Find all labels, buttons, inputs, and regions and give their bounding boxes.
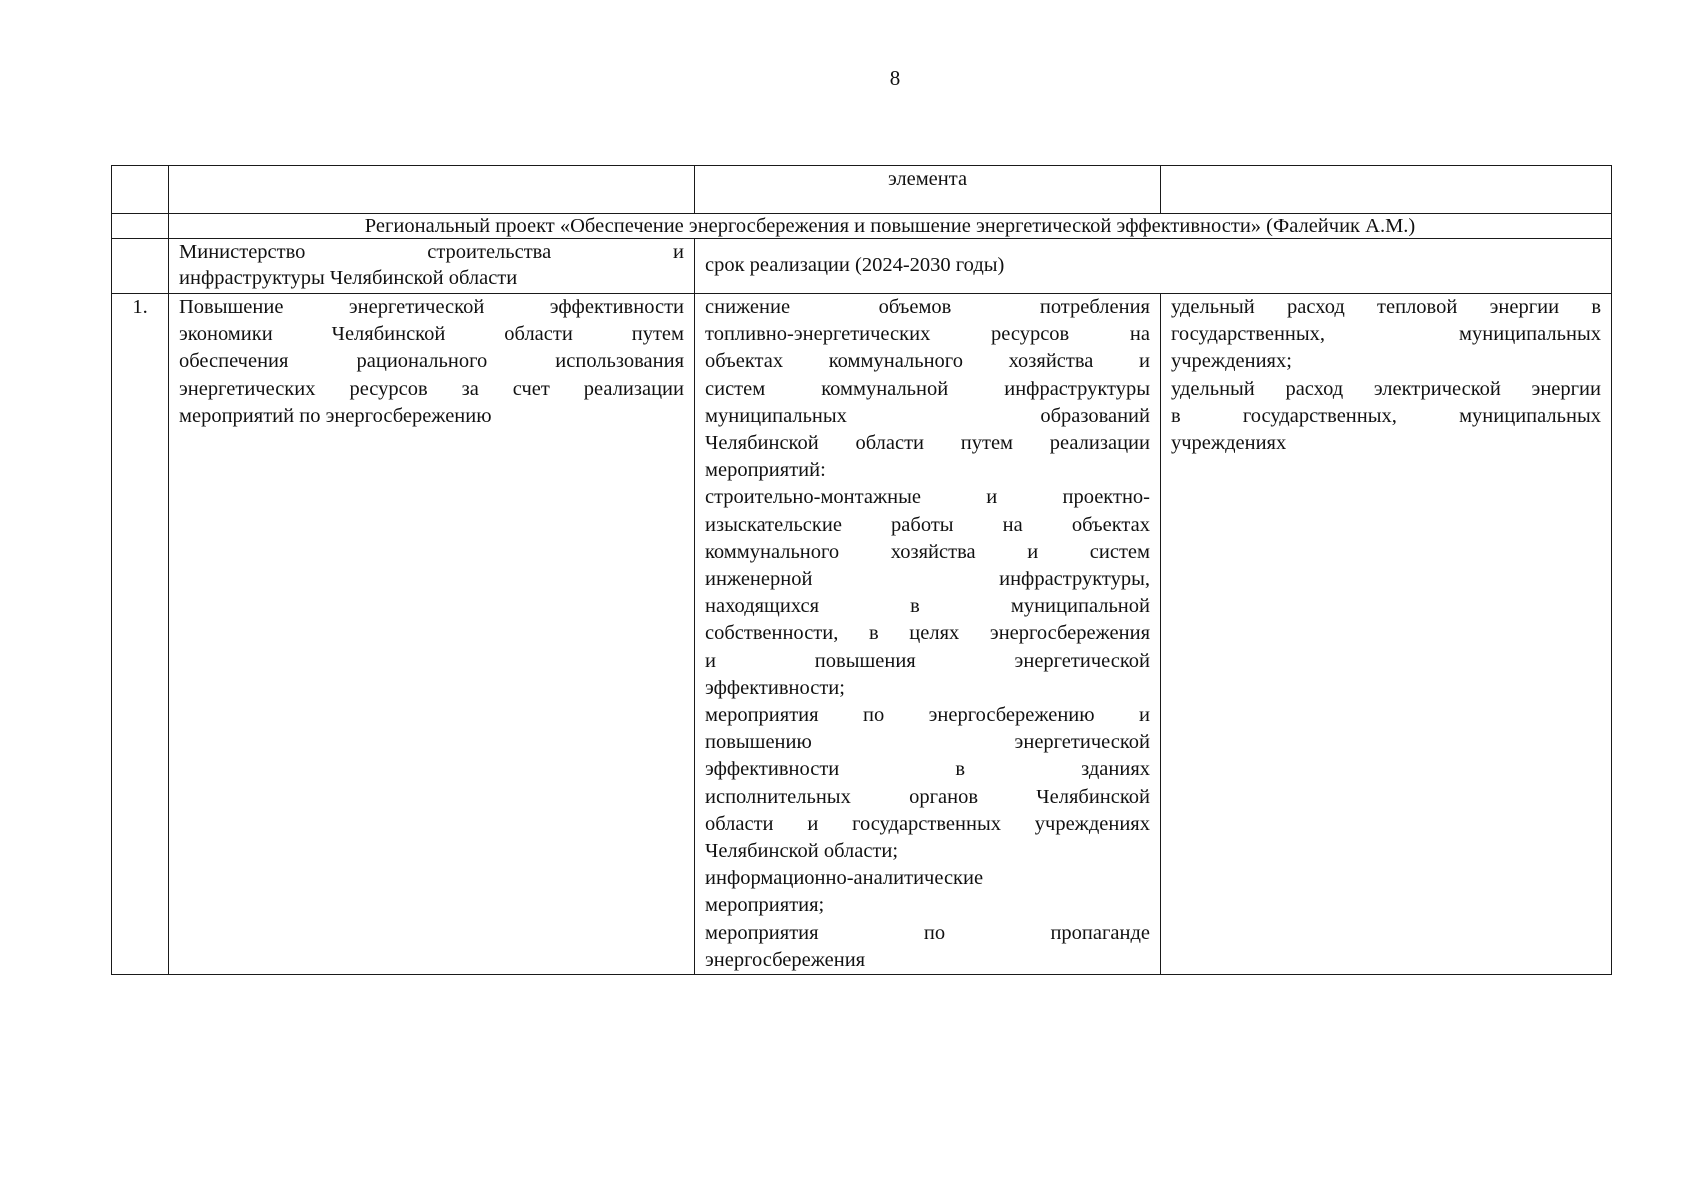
task-line: экономики Челябинской области путем (179, 323, 684, 346)
effects-line: собственности, в целях энергосбережения (705, 622, 1150, 645)
indicator-line: удельный расход электрической энергии (1171, 377, 1601, 400)
indicator-line: в государственных, муниципальных (1171, 404, 1601, 427)
table-row (112, 294, 1612, 975)
indicator-line: государственных, муниципальных (1171, 323, 1601, 346)
effects-line: повышению энергетической (705, 731, 1150, 754)
task-line: обеспечения рационального использования (179, 350, 684, 373)
cell-empty-num (112, 239, 169, 294)
effects-line: эффективности; (705, 676, 845, 699)
effects-line: муниципальных образований (705, 404, 1150, 427)
effects-line: исполнительных органов Челябинской (705, 785, 1150, 808)
cell-empty-indicator (1161, 166, 1612, 214)
task-line: энергетических ресурсов за счет реализации (179, 377, 684, 400)
effects-line: эффективности в зданиях (705, 758, 1150, 781)
effects-line: энергосбережения (705, 948, 866, 971)
item-number: 1. (112, 294, 169, 975)
effects-line: мероприятия по энергосбережению и (705, 704, 1150, 727)
effects-line: коммунального хозяйства и систем (705, 540, 1150, 563)
indicator-line: учреждениях; (1171, 350, 1292, 373)
cell-empty-task (169, 166, 695, 214)
effects-line: Челябинской области; (705, 840, 899, 863)
indicator-cell (1161, 294, 1612, 975)
effects-line: находящихся в муниципальной (705, 595, 1150, 618)
responsible-row (112, 239, 1612, 294)
effects-line: объектах коммунального хозяйства и (705, 350, 1150, 373)
table-header-continuation-row (112, 166, 1612, 214)
effects-line: снижение объемов потребления (705, 296, 1150, 318)
effects-line: мероприятия; (705, 894, 825, 917)
page-number: 8 (889, 66, 901, 90)
responsible-line: Министерство строительства и (179, 241, 684, 263)
task-cell (169, 294, 695, 975)
indicator-line: учреждениях (1171, 432, 1287, 455)
effects-line: топливно-энергетических ресурсов на (705, 323, 1150, 346)
cell-empty-num (112, 214, 169, 239)
effects-line: мероприятий: (705, 459, 826, 482)
effects-line: области и государственных учреждениях (705, 812, 1150, 835)
effects-line: и повышения энергетической (705, 649, 1150, 672)
effects-line: систем коммунальной инфраструктуры (705, 377, 1150, 400)
cell-empty-num (112, 166, 169, 214)
responsible-organization (169, 239, 695, 294)
effects-line: Челябинской области путем реализации (705, 432, 1150, 455)
document-table (111, 165, 1612, 975)
effects-line: инженерной инфраструктуры, (705, 568, 1150, 591)
effects-line: мероприятия по пропаганде (705, 921, 1150, 944)
indicator-line: удельный расход тепловой энергии в (1171, 296, 1601, 318)
cell-element-label: элемента (695, 166, 1161, 214)
effects-line: изыскательские работы на объектах (705, 513, 1150, 536)
project-row (112, 214, 1612, 239)
effects-cell (695, 294, 1161, 975)
task-line: Повышение энергетической эффективности (179, 296, 684, 318)
effects-line: информационно-аналитические (705, 867, 984, 890)
task-line: мероприятий по энергосбережению (179, 404, 492, 427)
effects-line: строительно-монтажные и проектно- (705, 486, 1150, 509)
responsible-line: инфраструктуры Челябинской области (179, 267, 518, 289)
implementation-term: срок реализации (2024-2030 годы) (695, 239, 1612, 294)
regional-project-title: Региональный проект «Обеспечение энергосбережения и повышение энергетической эффективности» (Фалейчик А.М.) (169, 214, 1612, 239)
